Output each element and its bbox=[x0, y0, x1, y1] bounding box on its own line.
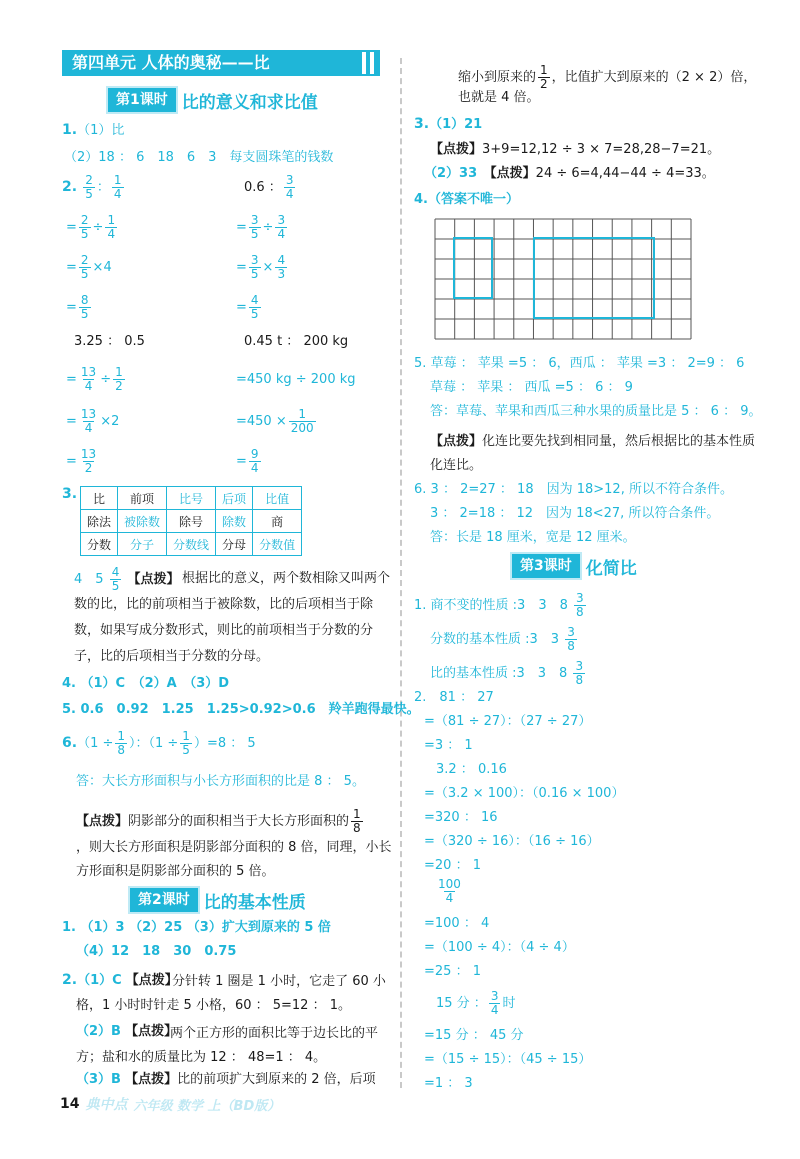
l-q2-325: 3.25 ： 0.5 bbox=[74, 334, 145, 349]
l2-q1b: （4）12 18 30 0.75 bbox=[76, 944, 237, 959]
l3-q2-line: =3 ： 1 bbox=[424, 738, 473, 753]
r-q2-row3: = $\frac{3}{5}$ × $\frac{4}{3}$ bbox=[236, 253, 286, 281]
r-q2-row2: = $\frac{3}{5}$ ÷ $\frac{3}{4}$ bbox=[236, 213, 286, 241]
r-q2-row8: = $\frac{9}{4}$ bbox=[236, 447, 259, 475]
l-q6-hint1: 【点拨】阴影部分的面积相当于大长方形面积的 $\frac{1}{8}$ bbox=[76, 807, 361, 835]
l-q2-row7: = $\frac{13}{4}$ ×2 bbox=[66, 407, 120, 435]
l3-q2-line: =320 ： 16 bbox=[424, 810, 498, 825]
l2-q2-hint1: 分针转 1 圈是 1 小时，它走了 60 小格，1 小时时针走 5 小格，60 ： 5=12 ： 1。 bbox=[76, 974, 386, 1013]
title-decoration bbox=[360, 50, 376, 76]
drawing-grid bbox=[434, 218, 692, 340]
l3-q2-line: 3.2 ： 0.16 bbox=[436, 762, 507, 777]
lesson-1-heading: 第1课时 比的意义和求比值 bbox=[108, 88, 318, 112]
r-q3b: （2）33 【点拨】24 ÷ 6=4,44−44 ÷ 4=33。 bbox=[424, 166, 715, 181]
r-q6c: 答：长是 18 厘米，宽是 12 厘米。 bbox=[430, 530, 636, 545]
r-q2-row7: =450 × $\frac{1}{200}$ bbox=[236, 407, 314, 435]
large-rectangle bbox=[534, 238, 654, 318]
l-q3-answer: 4 5 $\frac{4}{5}$ 【点拨】 bbox=[74, 565, 180, 593]
l-q2-row8: = $\frac{13}{2}$ bbox=[66, 447, 97, 475]
page-footer bbox=[60, 1094, 280, 1114]
l3-q2-line: =15 分 ： 45 分 bbox=[424, 1028, 524, 1043]
l3-q2-line: =25 ： 1 bbox=[424, 964, 481, 979]
l2-q3b: （3）B 【点拨】比的前项扩大到原来的 2 倍，后项 bbox=[76, 1072, 376, 1087]
l3-q1c: 比的基本性质 :3 3 8 $\frac{3}{8}$ bbox=[430, 659, 584, 687]
r-top1: 缩小到原来的 $\frac{1}{2}$ ，比值扩大到原来的（2 × 2）倍， bbox=[458, 63, 757, 91]
l-q2-row3: = $\frac{2}{5}$ ×4 bbox=[66, 253, 112, 281]
r-q2-450kg: =450 kg ÷ 200 kg bbox=[236, 372, 356, 387]
lesson-3-heading: 第3课时 化简比 bbox=[512, 554, 637, 578]
l-q3-hint: 根据比的意义，两个数相除又叫两个数的比，比的前项相当于被除数，比的后项相当于除数，如果写成分数形式，则比的前项相当于分数的分子，比的后项相当于分数的分母。 bbox=[74, 571, 391, 664]
l3-q2-line: 2. 81 ： 27 bbox=[414, 690, 494, 705]
l3-q2-line: =100 ： 4 bbox=[424, 916, 490, 931]
ratio-table: 比 前项 比号 后项 比值 除法 被除数 除号 除数 商 分数 分子 分数线 分母 分数值 bbox=[80, 486, 302, 556]
l3-q2-line: =（320 ÷ 16）：（16 ÷ 16） bbox=[424, 834, 600, 849]
l-q2-row6: = $\frac{13}{4}$ ÷ $\frac{1}{2}$ bbox=[66, 365, 123, 393]
column-divider bbox=[400, 58, 402, 1088]
unit-title: 第四单元 人体的奥秘——比 bbox=[62, 50, 380, 76]
l3-q2-line: =1 ： 3 bbox=[424, 1076, 473, 1091]
l-q2-row4: = $\frac{8}{5}$ bbox=[66, 293, 89, 321]
r-q2-row4: = $\frac{4}{5}$ bbox=[236, 293, 259, 321]
l-q6-hint2: ，则大长方形面积是阴影部分面积的 8 倍，同理，小长方形面积是阴影部分面积的 5 倍。 bbox=[76, 840, 392, 879]
r-q6a: 6. 3 ： 2=27 ： 18 因为 18>12, 所以不符合条件。 bbox=[414, 482, 733, 497]
l-q1a: 1.（1）比 bbox=[62, 122, 125, 138]
l2-q2-row1: 2.（1）C 【点拨】 bbox=[62, 972, 178, 988]
r-q3a: 3.（1）21 bbox=[414, 116, 483, 132]
l3-q2-frac: $\frac{100}{4}$ bbox=[438, 877, 461, 905]
small-rectangle bbox=[454, 238, 492, 298]
r-top3: 也就是 4 倍。 bbox=[458, 90, 540, 105]
l3-q1a: 1. 商不变的性质 :3 3 8 $\frac{3}{8}$ bbox=[414, 591, 584, 619]
l-q4: 4. （1）C （2）A （3）D bbox=[62, 676, 230, 691]
r-q5b: 草莓 ： 苹果 ： 西瓜 =5 ： 6 ： 9 bbox=[430, 380, 633, 395]
l-q6-expr: 6.（1 ÷ $\frac{1}{8}$ ）：（1 ÷ $\frac{1}{5}$ ）=8 ： 5 bbox=[62, 729, 256, 757]
l2-q1a: 1. （1）3 （2）25 （3）扩大到原来的 5 倍 bbox=[62, 920, 331, 935]
l-q6-ans: 答：大长方形面积与小长方形面积的比是 8 ： 5。 bbox=[76, 774, 365, 789]
l3-q2-line: =（15 ÷ 15）：（45 ÷ 15） bbox=[424, 1052, 592, 1067]
r-q3-hint1: 【点拨】3+9=12,12 ÷ 3 × 7=28,28−7=21。 bbox=[430, 142, 721, 157]
l3-q1b: 分数的基本性质 :3 3 $\frac{3}{8}$ bbox=[430, 625, 575, 653]
page-number: 14 bbox=[60, 1096, 80, 1112]
l3-q2-time: 15 分 ： $\frac{3}{4}$ 时 bbox=[436, 989, 516, 1017]
l-q1b: （2）18 ： 6 18 6 3 每支圆珠笔的钱数 bbox=[64, 150, 334, 165]
l3-q2-line: =（81 ÷ 27）：（27 ÷ 27） bbox=[424, 714, 592, 729]
r-q6b: 3 ： 2=18 ： 12 因为 18<27, 所以符合条件。 bbox=[430, 506, 720, 521]
r-q2-row1: 0.6 ： $\frac{3}{4}$ bbox=[244, 173, 294, 201]
edition-label: 六年级 数学 上（BD版） bbox=[133, 1098, 281, 1114]
l-q5: 5. 0.6 0.92 1.25 1.25>0.92>0.6 羚羊跑得最快。 bbox=[62, 702, 420, 717]
l3-q2-line: =（100 ÷ 4）：（4 ÷ 4） bbox=[424, 940, 575, 955]
l3-q2-line: =（3.2 × 100）：（0.16 × 100） bbox=[424, 786, 625, 801]
l-q3-number: 3. bbox=[62, 486, 78, 502]
r-q2-045: 0.45 t ： 200 kg bbox=[244, 334, 349, 349]
l2-q2-hint2: 两个正方形的面积比等于边长比的平方；盐和水的质量比为 12 ： 48=1 ： 4。 bbox=[76, 1026, 379, 1065]
l2-q2b: （2）B 【点拨】 bbox=[76, 1024, 178, 1039]
brand-logo: 典中点 bbox=[85, 1097, 128, 1113]
r-q4: 4.（答案不唯一） bbox=[414, 192, 519, 207]
r-q5-hint: 【点拨】化连比要先找到相同量，然后根据比的基本性质化连比。 bbox=[430, 434, 756, 473]
l-q2-row1: 2. $\frac{2}{5}$ ： $\frac{1}{4}$ bbox=[62, 173, 122, 201]
r-q5c: 答：草莓、苹果和西瓜三种水果的质量比是 5 ： 6 ： 9。 bbox=[430, 404, 762, 419]
lesson-2-heading: 第2课时 比的基本性质 bbox=[130, 888, 306, 912]
l-q2-row2: = $\frac{2}{5}$ ÷ $\frac{1}{4}$ bbox=[66, 213, 116, 241]
l3-q2-line: =20 ： 1 bbox=[424, 858, 481, 873]
r-q5a: 5. 草莓 ： 苹果 =5 ： 6，西瓜 ： 苹果 =3 ： 2=9 ： 6 bbox=[414, 356, 745, 371]
